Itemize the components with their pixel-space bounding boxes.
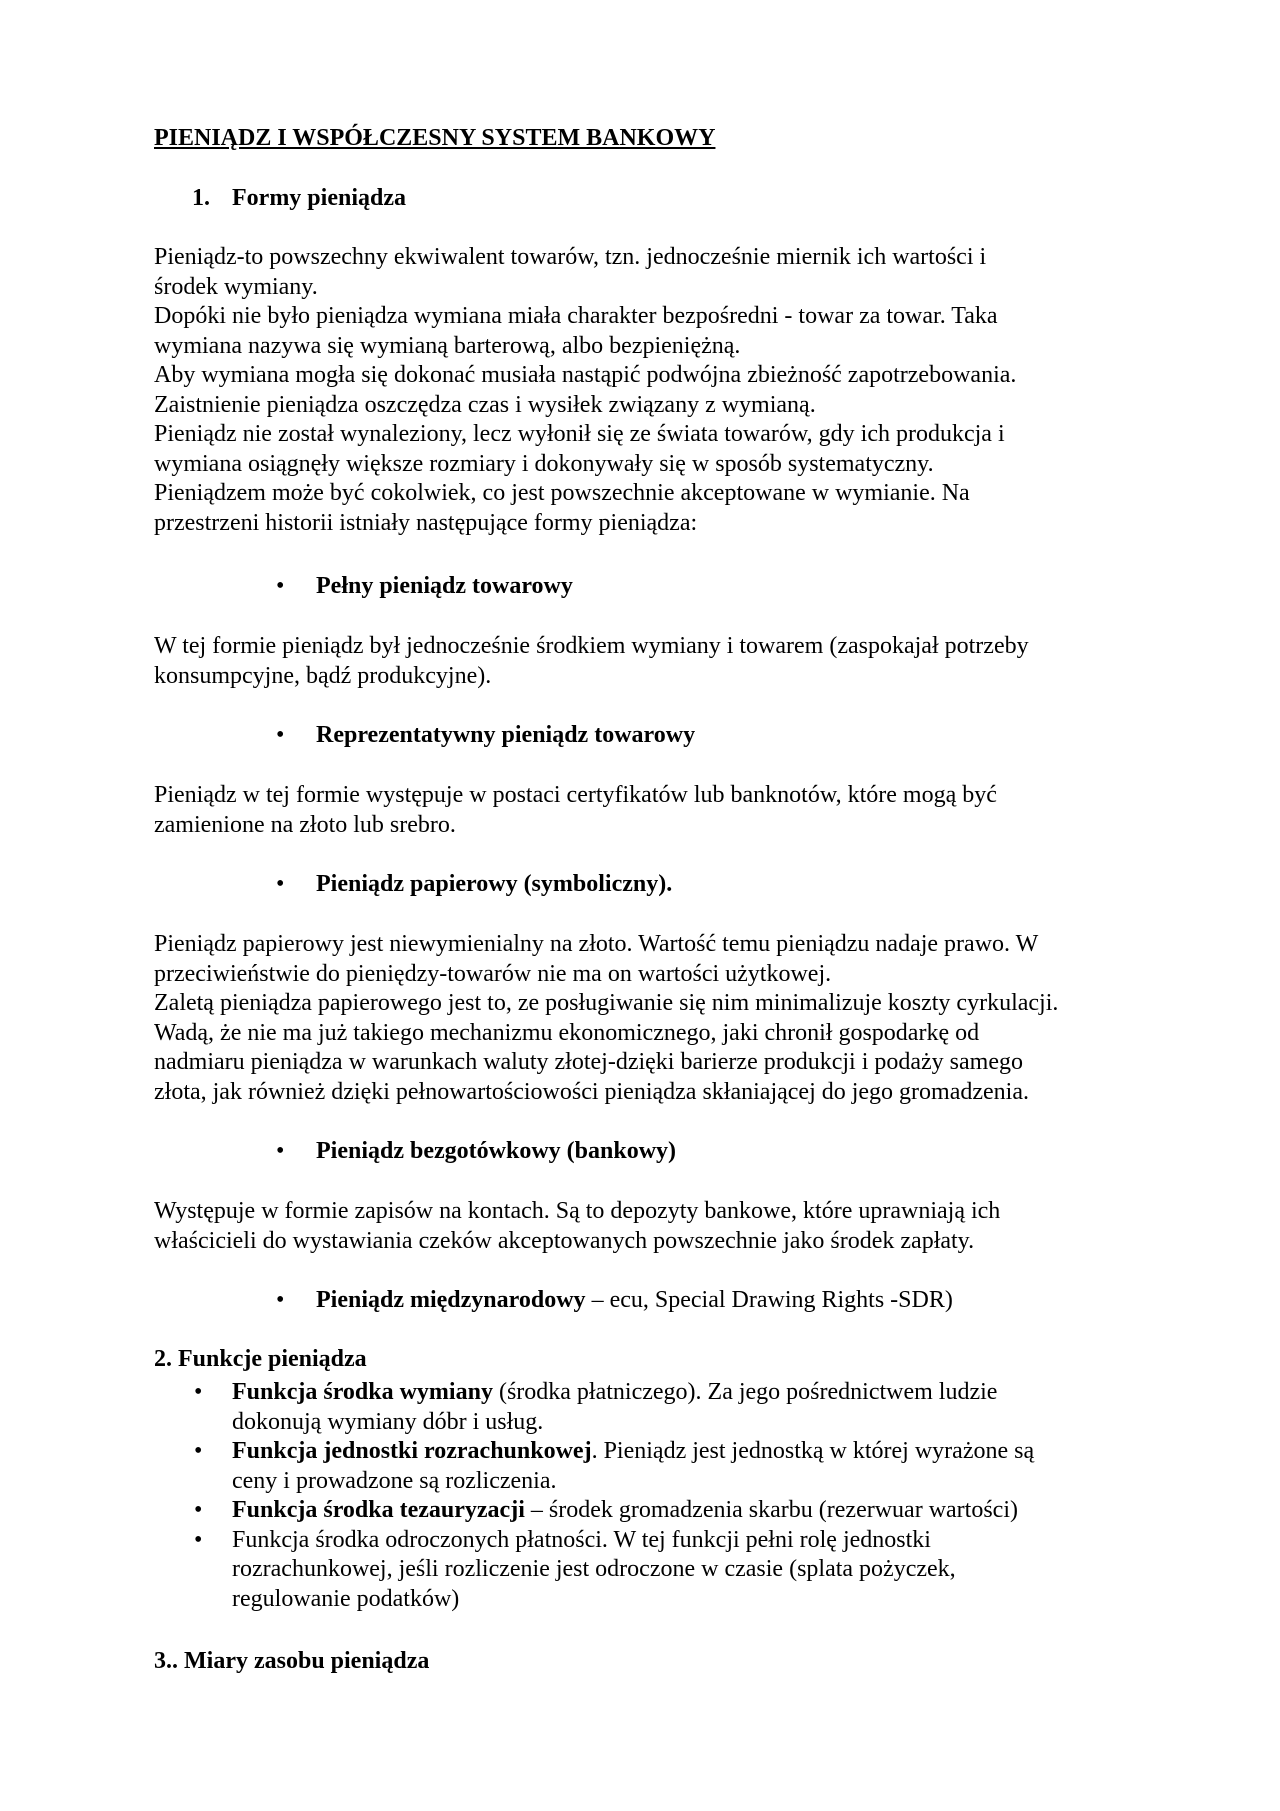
form-paragraph — [154, 632, 1154, 691]
form-heading-text: Pełny pieniądz towarowy — [316, 573, 573, 599]
form-heading-text: Pieniądz papierowy (symboliczny). — [316, 871, 673, 897]
form-heading-text: Pieniądz bezgotówkowy (bankowy) — [316, 1138, 677, 1164]
function-text-line: Funkcja środka odroczonych płatności. W tej funkcji pełni rolę jednostki — [232, 1526, 931, 1553]
paragraph-line: nadmiaru pieniądza w warunkach waluty złotej-dzięki barierze produkcji i podaży samego — [154, 1049, 1023, 1075]
bullet-icon: • — [194, 1438, 203, 1464]
section-1-title: Formy pieniądza — [232, 185, 406, 211]
bullet-icon: • — [194, 1497, 203, 1523]
paragraph-line: Pieniądzem może być cokolwiek, co jest powszechnie akceptowane w wymianie. Na — [154, 480, 970, 506]
bullet-icon: • — [194, 1379, 203, 1405]
intro-paragraph — [154, 243, 1154, 538]
paragraph-line: Zaletą pieniądza papierowego jest to, ze posługiwanie się nim minimalizuje koszty cyrkulacji. — [154, 990, 1059, 1016]
function-text-line: ceny i prowadzone są rozliczenia. — [232, 1467, 557, 1494]
function-text-line: rozrachunkowej, jeśli rozliczenie jest odroczone w czasie (splata pożyczek, — [232, 1556, 956, 1582]
paragraph-line: Występuje w formie zapisów na kontach. Są to depozyty bankowe, które uprawniają ich — [154, 1198, 1001, 1224]
function-name: Funkcja środka tezauryzacji — [232, 1497, 525, 1523]
paragraph-line: Aby wymiana mogła się dokonać musiała nastąpić podwójna zbieżność zapotrzebowania. — [154, 362, 1017, 388]
paragraph-line: przeciwieństwie do pieniędzy-towarów nie ma on wartości użytkowej. — [154, 960, 832, 987]
function-text: . Pieniądz jest jednostką w której wyrażone są — [591, 1438, 1035, 1464]
paragraph-line: konsumpcyjne, bądź produkcyjne). — [154, 662, 492, 689]
list-item — [154, 1378, 1154, 1437]
form-paragraph — [154, 781, 1154, 840]
paragraph-line: Wadą, że nie ma już takiego mechanizmu ekonomicznego, jaki chronił gospodarkę od — [154, 1019, 980, 1046]
paragraph-line: zamienione na złoto lub srebro. — [154, 811, 456, 838]
form-heading-text: Reprezentatywny pieniądz towarowy — [316, 722, 696, 748]
paragraph-line: złota, jak również dzięki pełnowartościowości pieniądza skłaniającej do jego gromadzenia. — [154, 1078, 1029, 1105]
paragraph-line: środek wymiany. — [154, 273, 318, 300]
functions-list — [154, 1378, 1154, 1614]
section-1-number: 1. — [192, 185, 210, 211]
paragraph-line: wymiana nazywa się wymianą barterową, albo bezpieniężną. — [154, 332, 741, 359]
paragraph-line: W tej formie pieniądz był jednocześnie środkiem wymiany i towarem (zaspokajał potrzeby — [154, 633, 1029, 659]
bullet-icon: • — [276, 573, 285, 599]
form-paragraph — [154, 1197, 1154, 1256]
function-text-line: dokonują wymiany dóbr i usług. — [232, 1408, 544, 1435]
function-text-line: regulowanie podatków) — [232, 1585, 460, 1612]
bullet-icon: • — [276, 1287, 285, 1313]
form-heading-bold: Pieniądz międzynarodowy — [316, 1287, 586, 1313]
list-item — [154, 1496, 1154, 1526]
document-title: PIENIĄDZ I WSPÓŁCZESNY SYSTEM BANKOWY — [154, 125, 716, 151]
form-heading-suffix: – ecu, Special Drawing Rights -SDR) — [585, 1287, 953, 1313]
form-paragraph — [154, 930, 1154, 1107]
function-text: (środka płatniczego). Za jego pośrednictwem ludzie — [492, 1379, 998, 1405]
bullet-icon: • — [194, 1526, 203, 1553]
form-heading-text — [316, 1286, 953, 1316]
function-name: Funkcja środka wymiany — [232, 1379, 493, 1405]
function-name: Funkcja jednostki rozrachunkowej — [232, 1438, 592, 1464]
paragraph-line: przestrzeni historii istniały następujące formy pieniądza: — [154, 509, 698, 536]
bullet-icon: • — [276, 722, 285, 748]
section-3-heading: 3.. Miary zasobu pieniądza — [154, 1648, 430, 1674]
paragraph-line: Pieniądz papierowy jest niewymienialny na złoto. Wartość temu pieniądzu nadaje prawo. W — [154, 931, 1039, 957]
paragraph-line: Zaistnienie pieniądza oszczędza czas i wysiłek związany z wymianą. — [154, 391, 816, 418]
paragraph-line: Pieniądz nie został wynaleziony, lecz wyłonił się ze świata towarów, gdy ich produkcja i — [154, 421, 1005, 447]
section-1-heading — [192, 184, 406, 214]
paragraph-line: właścicieli do wystawiania czeków akceptowanych powszechnie jako środek zapłaty. — [154, 1227, 975, 1254]
section-2-heading: 2. Funkcje pieniądza — [154, 1346, 367, 1372]
paragraph-line: Pieniądz w tej formie występuje w postaci certyfikatów lub banknotów, które mogą być — [154, 782, 997, 808]
list-item — [154, 1437, 1154, 1496]
paragraph-line: wymiana osiągnęły większe rozmiary i dokonywały się w sposób systematyczny. — [154, 450, 934, 477]
function-text: – środek gromadzenia skarbu (rezerwuar wartości) — [524, 1497, 1018, 1523]
bullet-icon: • — [276, 871, 285, 897]
paragraph-line: Dopóki nie było pieniądza wymiana miała charakter bezpośredni - towar za towar. Taka — [154, 303, 998, 329]
paragraph-line: Pieniądz-to powszechny ekwiwalent towarów, tzn. jednocześnie miernik ich wartości i — [154, 244, 987, 270]
list-item — [154, 1526, 1154, 1615]
bullet-icon: • — [276, 1138, 285, 1164]
